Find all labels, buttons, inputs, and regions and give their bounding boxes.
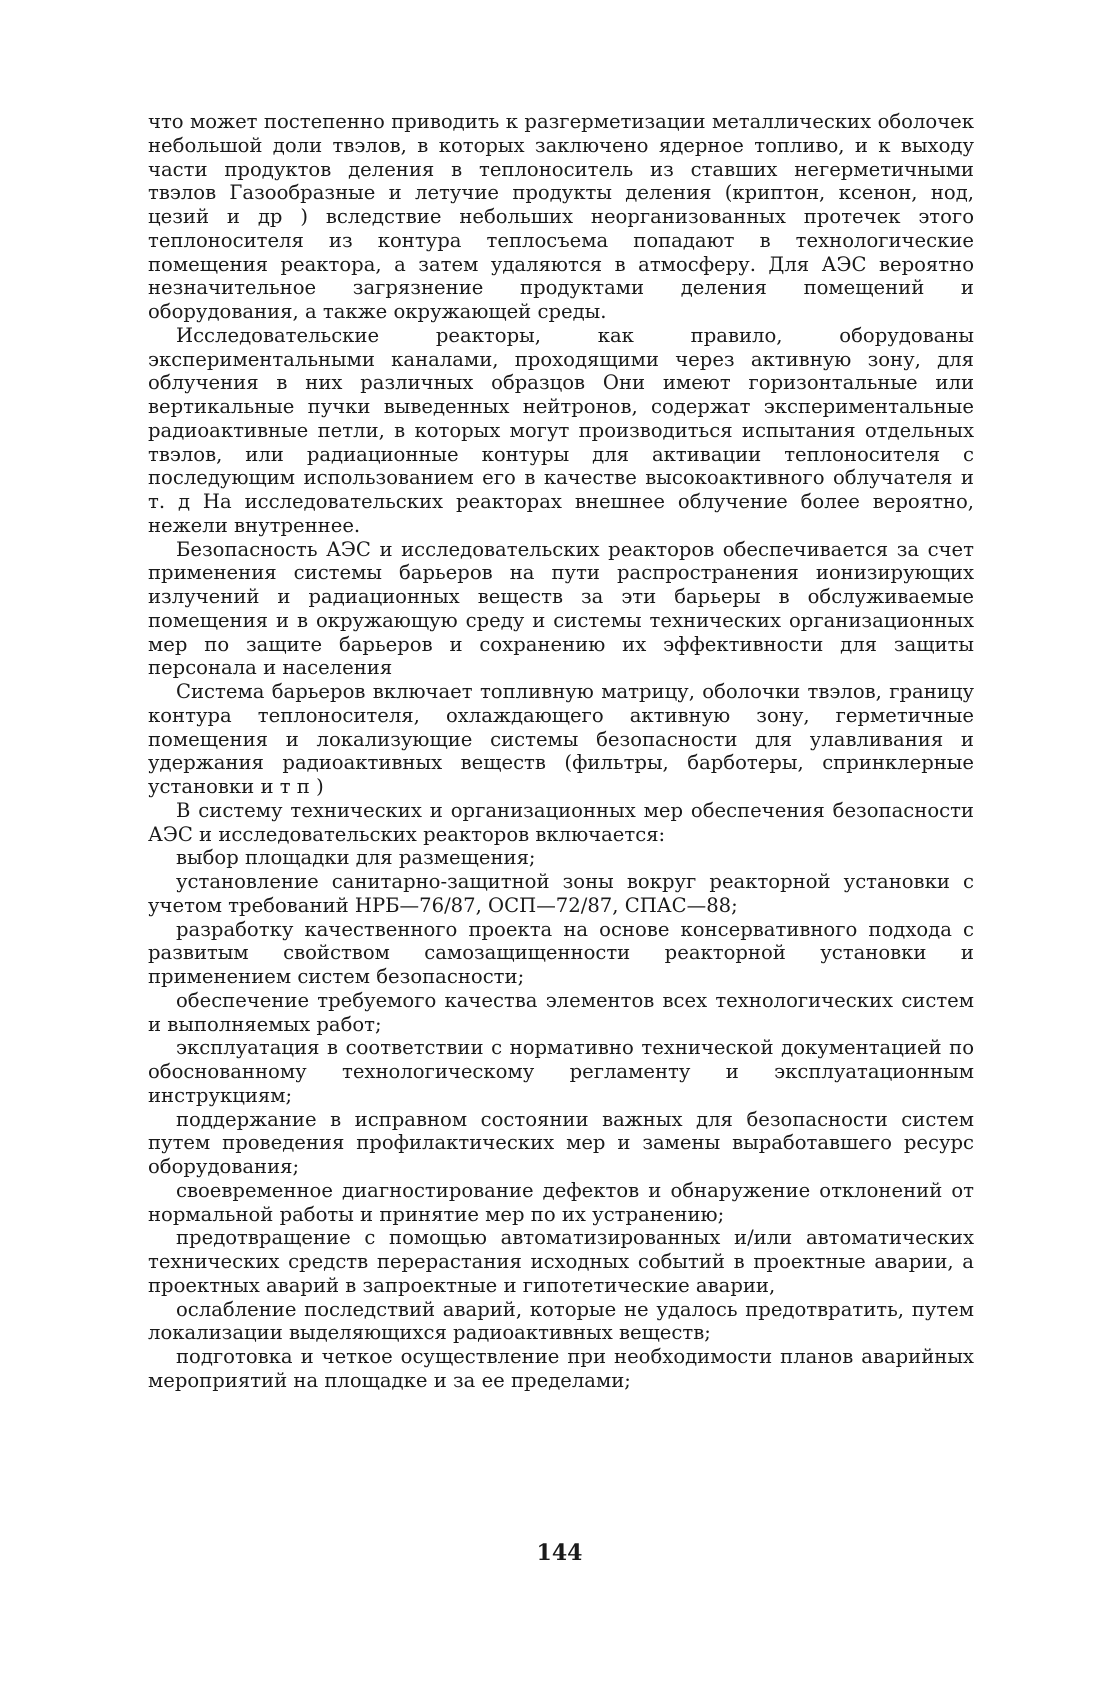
list-item: выбор площадки для размещения;	[176, 846, 536, 870]
paragraph-continuation: что может постепенно приводить к разгерметизации металлических оболочек небольшой доли твэлов, в которых заключено ядерное топливо, и к выходу части продуктов деления в теплоноситель из ставших негерметичными твэлов Газообразные и летучие продукты деления (криптон, ксенон, нод, цезий и др ) вследствие небольших неорганизованных протечек этого теплоносителя из контура теплосъема попадают в технологические помещения реактора, а затем удаляются в атмосферу. Для АЭС вероятно незначительное загрязнение продуктами деления помещений и оборудования, а также окружающей среды.	[148, 110, 974, 323]
page-number: 144	[536, 1540, 583, 1566]
list-item: ослабление последствий аварий, которые не удалось предотвратить, путем локализации выделяющихся радиоактивных веществ;	[148, 1297, 974, 1345]
list-item: подготовка и четкое осуществление при необходимости планов аварийных мероприятий на площадке и за ее пределами;	[148, 1345, 974, 1392]
list-item: разработку качественного проекта на основе консервативного подхода с развитым свойством самозащищенности реакторной установки и применением систем безопасности;	[148, 917, 974, 988]
list-item: предотвращение с помощью автоматизированных и/или автоматических технических средств перерастания исходных событий в проектные аварии, а проектных аварий в запроектные и гипотетические аварии,	[148, 1226, 974, 1297]
list-item: своевременное диагностирование дефектов и обнаружение отклонений от нормальной работы и принятие мер по их устранению;	[148, 1178, 974, 1226]
list-item: обеспечение требуемого качества элементов всех технологических систем и выполняемых работ;	[148, 988, 974, 1036]
list-item: эксплуатация в соответствии с нормативно технической документацией по обоснованному технологическому регламенту и эксплуатационным инструкциям;	[148, 1036, 974, 1107]
body-text	[148, 110, 974, 1393]
paragraph-research-reactors: Исследовательские реакторы, как правило, оборудованы экспериментальными каналами, проходящими через активную зону, для облучения в них различных образцов Они имеют горизонтальные или вертикальные пучки выведенных нейтронов, содержат экспериментальные радиоактивные петли, в которых могут производиться испытания отдельных твэлов, или радиационные контуры для активации теплоносителя с последующим использованием его в качестве высокоактивного облучателя и т. д На исследовательских реакторах внешнее облучение более вероятно, нежели внутреннее.	[148, 323, 974, 537]
list-item: поддержание в исправном состоянии важных для безопасности систем путем проведения профилактических мер и замены выработавшего ресурс оборудования;	[148, 1107, 974, 1178]
list-item: установление санитарно-защитной зоны вокруг реакторной установки с учетом требований НРБ—76/87, ОСП—72/87, СПАС—88;	[148, 870, 974, 917]
paragraph-measures-intro: В систему технических и организационных мер обеспечения безопасности АЭС и исследовательских реакторов включается:	[148, 798, 974, 846]
paragraph-safety: Безопасность АЭС и исследовательских реакторов обеспечивается за счет применения системы барьеров на пути распространения ионизирующих излучений и радиационных веществ за эти барьеры в обслуживаемые помещения и в окружающую среду и системы технических организационных мер по защите барьеров и сохранению их эффективности для защиты персонала и населения	[148, 537, 974, 680]
paragraph-barrier-system: Система барьеров включает топливную матрицу, оболочки твэлов, границу контура теплоносителя, охлаждающего активную зону, герметичные помещения и локализующие системы безопасности для улавливания и удержания радиоактивных веществ (фильтры, барботеры, спринклерные установки и т п )	[148, 680, 974, 798]
